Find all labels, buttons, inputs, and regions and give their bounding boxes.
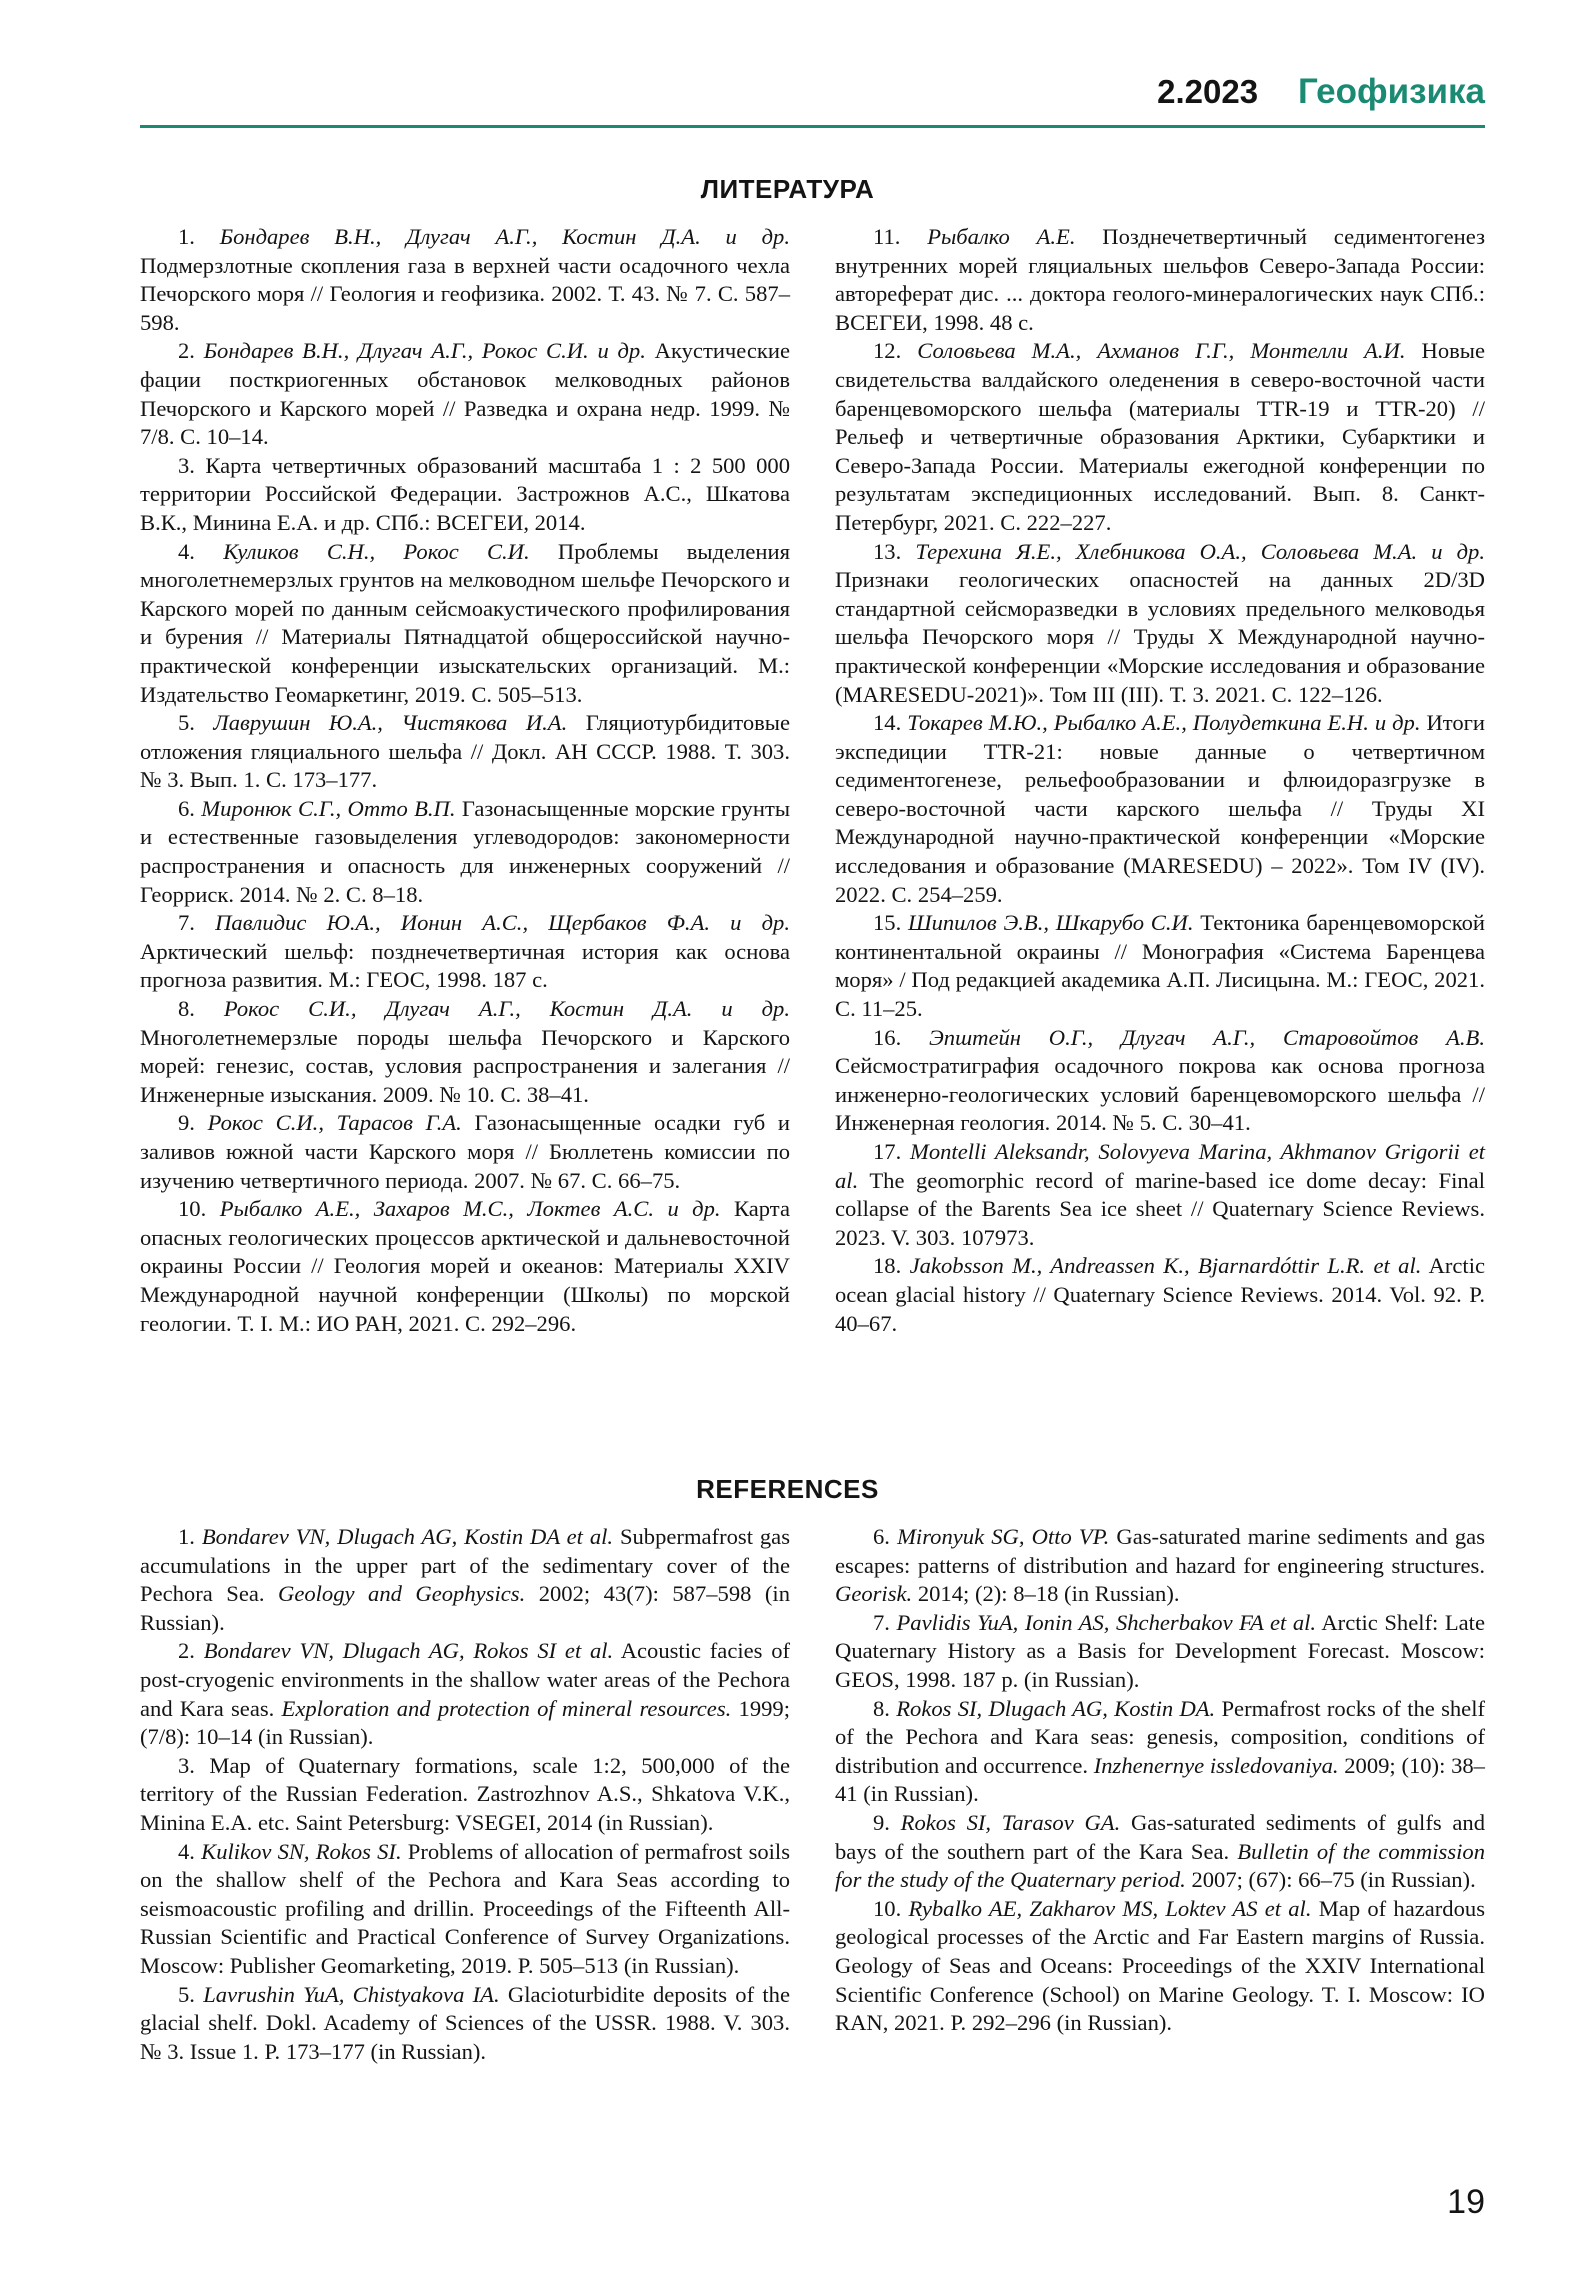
reference-entry	[140, 1109, 790, 1195]
reference-text: 8.	[178, 996, 224, 1022]
reference-text: Сейсмостратиграфия осадочного покрова как основа прогноза инженерно-геологических условий баренцевоморского шельфа // Инженерная геология. 2014. № 5. С. 30–41.	[835, 1053, 1485, 1136]
reference-text: 2009; (10): 38–41 (in Russian).	[835, 1752, 1485, 1807]
references-columns	[140, 1523, 1485, 2066]
reference-entry	[835, 1252, 1485, 1338]
reference-authors: Рокос С.И., Длугач А.Г., Костин Д.А. и др.	[223, 996, 790, 1022]
reference-entry	[140, 452, 790, 538]
reference-text: Позднечетвертичный седиментогенез внутренних морей гляциальных шельфов Северо-Запада России: автореферат дис. ... доктора геолого-минералогических наук СПб.: ВСЕГЕИ, 1998. 48 с.	[835, 224, 1485, 335]
reference-text: 11.	[873, 224, 928, 249]
reference-entry	[835, 1895, 1485, 2038]
reference-text: 9.	[178, 1110, 208, 1136]
reference-text: 7.	[873, 1609, 897, 1635]
reference-entry	[140, 1981, 790, 2067]
reference-text: Acoustic facies of post-cryogenic environments in the shallow water areas of the Pechora and Kara seas.	[140, 1638, 791, 1721]
references-heading: REFERENCES	[696, 1474, 879, 1504]
references-left-column	[140, 1523, 790, 2066]
reference-entry	[835, 1695, 1485, 1809]
reference-entry	[140, 223, 790, 337]
reference-text: 2.	[178, 338, 204, 364]
reference-text: 4.	[178, 538, 224, 564]
reference-text: 8.	[873, 1695, 897, 1721]
reference-text: Тектоника баренцевоморской континентальной окраины // Монография «Система Баренцева моря» / Под редакцией академика А.П. Лисицына. М.: ГЕОС, 2021. С. 11–25.	[835, 910, 1485, 1022]
reference-text: Subpermafrost gas accumulations in the upper part of the sedimentary cover of the Pechora Sea.	[140, 1524, 790, 1607]
reference-text: 18.	[873, 1253, 910, 1279]
reference-authors: Бондарев В.Н., Длугач А.Г., Костин Д.А. и др.	[219, 224, 790, 249]
reference-authors: Pavlidis YuA, Ionin AS, Shcherbakov FA et al.	[896, 1609, 1317, 1635]
reference-entry	[835, 538, 1485, 710]
reference-entry	[140, 538, 790, 710]
reference-text: 2007; (67): 66–75 (in Russian).	[1185, 1867, 1476, 1893]
reference-text: Газонасыщенные морские грунты и естественные газовыделения углеводородов: закономерности распространения и опасность для инженерных сооружений // Георриск. 2014. № 2. С. 8–18.	[140, 795, 791, 907]
reference-entry	[835, 1024, 1485, 1138]
reference-authors: Lavrushin YuA, Chistyakova IA.	[203, 1981, 500, 2007]
reference-entry	[140, 909, 790, 995]
reference-entry	[140, 1752, 790, 1838]
reference-authors: Миронюк С.Г., Отто В.П.	[201, 795, 456, 821]
reference-text: 9.	[873, 1809, 901, 1835]
reference-authors: Bondarev VN, Dlugach AG, Kostin DA et al.	[201, 1524, 614, 1549]
reference-entry	[140, 709, 790, 795]
literature-left-column	[140, 223, 790, 1338]
reference-text: Газонасыщенные осадки губ и заливов южной части Карского моря // Бюллетень комиссии по изучению четвертичного периода. 2007. № 67. С. 66–75.	[140, 1110, 790, 1193]
reference-text: 1.	[178, 1524, 202, 1549]
reference-entry	[835, 909, 1485, 1023]
reference-text: 5.	[178, 1981, 204, 2007]
reference-authors: Рыбалко А.Е.	[927, 224, 1076, 249]
reference-text: Гляциотурбидитовые отложения гляциального шельфа // Докл. АН СССР. 1988. Т. 303. № 3. Вып. 1. С. 173–177.	[140, 710, 791, 793]
reference-text: Map of hazardous geological processes of the Arctic and Far Eastern margins of Russia. Geology of Seas and Oceans: Proceedings of the XXIV International Scientific Conference (School) on Marine Geology. T. I. Moscow: IO RAN, 2021. P. 292–296 (in Russian).	[835, 1895, 1485, 2036]
reference-authors: Kulikov SN, Rokos SI.	[201, 1838, 402, 1864]
reference-authors: Rokos SI, Tarasov GA.	[900, 1809, 1121, 1835]
reference-text: Итоги экспедиции TTR-21: новые данные о четвертичном седиментогенезе, рельефообразовании и флюидоразгрузке в северо-восточной части карского шельфа // Труды XI Международной научно-практической конференции «Морские исследования и образование (MARESEDU) – 2022». Том IV (IV). 2022. С. 254–259.	[835, 710, 1485, 907]
reference-authors: Эпштейн О.Г., Длугач А.Г., Старовойтов А.В.	[929, 1024, 1485, 1050]
literature-columns	[140, 223, 1485, 1338]
reference-authors: Inzhenernye issledovaniya.	[1093, 1752, 1339, 1778]
references-right-column	[835, 1523, 1485, 2066]
reference-text: Arctic Shelf: Late Quaternary History as a Basis for Development Forecast. Moscow: GEOS, 1998. 187 p. (in Russian).	[835, 1609, 1485, 1692]
reference-authors: Bulletin of the commission for the study of the Quaternary period.	[835, 1838, 1485, 1893]
reference-text: Glacioturbidite deposits of the glacial shelf. Dokl. Academy of Sciences of the USSR. 1988. V. 303. № 3. Issue 1. P. 173–177 (in Russian).	[140, 1981, 790, 2064]
reference-text: 13.	[873, 538, 916, 564]
reference-authors: Exploration and protection of mineral resources.	[281, 1695, 732, 1721]
page-number: 19	[1447, 2183, 1485, 2221]
reference-text: 12.	[873, 338, 918, 364]
reference-text: 2014; (2): 8–18 (in Russian).	[912, 1581, 1180, 1607]
running-header	[1157, 72, 1485, 122]
issue-number: 2.2023	[1157, 73, 1259, 110]
reference-entry	[835, 1138, 1485, 1252]
reference-authors: Jakobsson M., Andreassen K., Bjarnardóttir L.R. et al.	[909, 1253, 1422, 1279]
reference-text: 2002; 43(7): 587–598 (in Russian).	[140, 1581, 791, 1635]
reference-authors: Шипилов Э.В., Шкарубо С.И.	[908, 910, 1194, 936]
reference-entry	[835, 1809, 1485, 1895]
reference-authors: Montelli Aleksandr, Solovyeva Marina, Akhmanov Grigorii et al.	[835, 1139, 1485, 1193]
reference-authors: Рыбалко А.Е., Захаров М.С., Локтев А.С. и др.	[219, 1196, 721, 1222]
reference-text: Акустические фации посткриогенных обстановок мелководных районов Печорского и Карского морей // Разведка и охрана недр. 1999. № 7/8. С. 10–14.	[140, 338, 790, 450]
reference-authors: Куликов С.Н., Рокос С.И.	[223, 538, 530, 564]
reference-entry	[140, 1637, 790, 1751]
reference-text: 3. Карта четвертичных образований масштаба 1 : 2 500 000 территории Российской Федерации. Застрожнов А.С., Шкатова В.К., Минина Е.А. и др. СПб.: ВСЕГЕИ, 2014.	[140, 452, 790, 535]
reference-entry	[140, 795, 790, 909]
reference-authors: Rokos SI, Dlugach AG, Kostin DA.	[896, 1695, 1216, 1721]
reference-text: 2.	[178, 1638, 204, 1664]
reference-text: Карта опасных геологических процессов арктической и дальневосточной окраины России // Геология морей и океанов: Материалы XXIV Международной научной конференции (Школы) по морской геологии. Т. I. М.: ИО РАН, 2021. С. 292–296.	[140, 1196, 790, 1336]
reference-authors: Токарев М.Ю., Рыбалко А.Е., Полудеткина Е.Н. и др.	[907, 710, 1421, 736]
reference-authors: Бондарев В.Н., Длугач А.Г., Рокос С.И. и др.	[203, 338, 646, 364]
reference-authors: Рокос С.И., Тарасов Г.А.	[207, 1110, 462, 1136]
reference-text: Gas-saturated marine sediments and gas escapes: patterns of distribution and hazard for engineering structures.	[835, 1524, 1486, 1578]
reference-entry	[835, 337, 1485, 537]
reference-text: 10.	[178, 1196, 220, 1222]
reference-entry	[835, 1609, 1485, 1695]
reference-authors: Терехина Я.Е., Хлебникова О.А., Соловьева М.А. и др.	[915, 538, 1485, 564]
reference-text: Многолетнемерзлые породы шельфа Печорского и Карского морей: генезис, состав, условия распространения и залегания // Инженерные изыскания. 2009. № 10. С. 38–41.	[140, 1024, 790, 1107]
reference-authors: Павлидис Ю.А., Ионин А.С., Щербаков Ф.А. и др.	[215, 910, 790, 936]
header-rule	[140, 125, 1485, 128]
reference-text: 10.	[873, 1895, 909, 1921]
reference-text: 16.	[873, 1024, 930, 1050]
literature-heading: ЛИТЕРАТУРА	[700, 174, 875, 204]
reference-authors: Rybalko AE, Zakharov MS, Loktev AS et al.	[908, 1895, 1312, 1921]
reference-text: Permafrost rocks of the shelf of the Pechora and Kara seas: genesis, composition, conditions of distribution and occurrence.	[835, 1695, 1485, 1778]
reference-text: Problems of allocation of permafrost soils on the shallow shelf of the Pechora and Kara Seas according to seismoacoustic profiling and drillin. Proceedings of the Fifteenth All-Russian Scientific and Practical Conference of Survey Organizations. Moscow: Publisher Geomarketing, 2019. P. 505–513 (in Russian).	[140, 1838, 791, 1978]
reference-authors: Лаврушин Ю.А., Чистякова И.А.	[213, 710, 568, 736]
reference-text: Новые свидетельства валдайского оледенения в северо-восточной части баренцевоморского шельфа (материалы TTR-19 и TTR-20) // Рельеф и четвертичные образования Арктики, Субарктики и Северо-Запада России. Материалы ежегодной конференции по результатам экспедиционных исследований. Вып. 8. Санкт-Петербург, 2021. С. 222–227.	[835, 338, 1485, 535]
reference-text: Арктический шельф: позднечетвертичная история как основа прогноза развития. М.: ГЕОС, 1998. 187 с.	[140, 938, 790, 993]
reference-entry	[835, 223, 1485, 337]
reference-text: Признаки геологических опасностей на данных 2D/3D стандартной сейсморазведки в условиях предельного мелководья шельфа Печорского моря // Труды X Международной научно-практической конференции «Морские исследования и образование (MARESEDU-2021)». Том III (III). Т. 3. 2021. С. 122–126.	[835, 567, 1485, 707]
reference-text: 7.	[178, 910, 216, 936]
reference-entry	[140, 1523, 790, 1637]
reference-authors: Geology and Geophysics.	[278, 1581, 526, 1607]
reference-text: 6.	[873, 1524, 898, 1549]
reference-text: 14.	[873, 710, 908, 736]
reference-entry	[140, 995, 790, 1109]
reference-text: The geomorphic record of marine-based ice dome decay: Final collapse of the Barents Sea ice sheet // Quaternary Science Reviews. 2023. V. 303. 107973.	[835, 1167, 1485, 1250]
reference-text: 6.	[178, 795, 202, 821]
reference-entry	[140, 337, 790, 451]
reference-authors: Georisk.	[835, 1581, 913, 1607]
reference-text: Проблемы выделения многолетнемерзлых грунтов на мелководном шельфе Печорского и Карского морей по данным сейсмоакустического профилирования и бурения // Материалы Пятнадцатой общероссийской научно-практической конференции изыскательских организаций. М.: Издательство Геомаркетинг, 2019. С. 505–513.	[140, 538, 791, 707]
reference-entry	[835, 709, 1485, 909]
reference-entry	[140, 1838, 790, 1981]
reference-text: 5.	[178, 710, 214, 736]
reference-entry	[835, 1523, 1485, 1609]
reference-text: 3. Map of Quaternary formations, scale 1:2, 500,000 of the territory of the Russian Federation. Zastrozhnov A.S., Shkatova V.K., Minina E.A. etc. Saint Petersburg: VSEGEI, 2014 (in Russian).	[140, 1752, 790, 1835]
reference-text: Подмерзлотные скопления газа в верхней части осадочного чехла Печорского моря // Геология и геофизика. 2002. Т. 43. № 7. С. 587–598.	[140, 252, 790, 335]
literature-right-column	[835, 223, 1485, 1338]
reference-authors: Mironyuk SG, Otto VP.	[897, 1524, 1110, 1549]
reference-authors: Bondarev VN, Dlugach AG, Rokos SI et al.	[203, 1638, 614, 1664]
reference-authors: Соловьева М.А., Ахманов Г.Г., Монтелли А.И.	[917, 338, 1406, 364]
reference-text: 4.	[178, 1838, 202, 1864]
reference-text: 15.	[873, 910, 909, 936]
reference-text: 17.	[873, 1139, 910, 1164]
reference-text: Gas-saturated sediments of gulfs and bays of the southern part of the Kara Sea.	[835, 1809, 1485, 1864]
reference-entry	[140, 1195, 790, 1338]
reference-text: 1.	[178, 224, 220, 249]
reference-text: 1999; (7/8): 10–14 (in Russian).	[140, 1695, 790, 1750]
reference-text: Arctic ocean glacial history // Quaternary Science Reviews. 2014. Vol. 92. P. 40–67.	[835, 1253, 1486, 1336]
journal-title: Геофизика	[1298, 72, 1485, 111]
